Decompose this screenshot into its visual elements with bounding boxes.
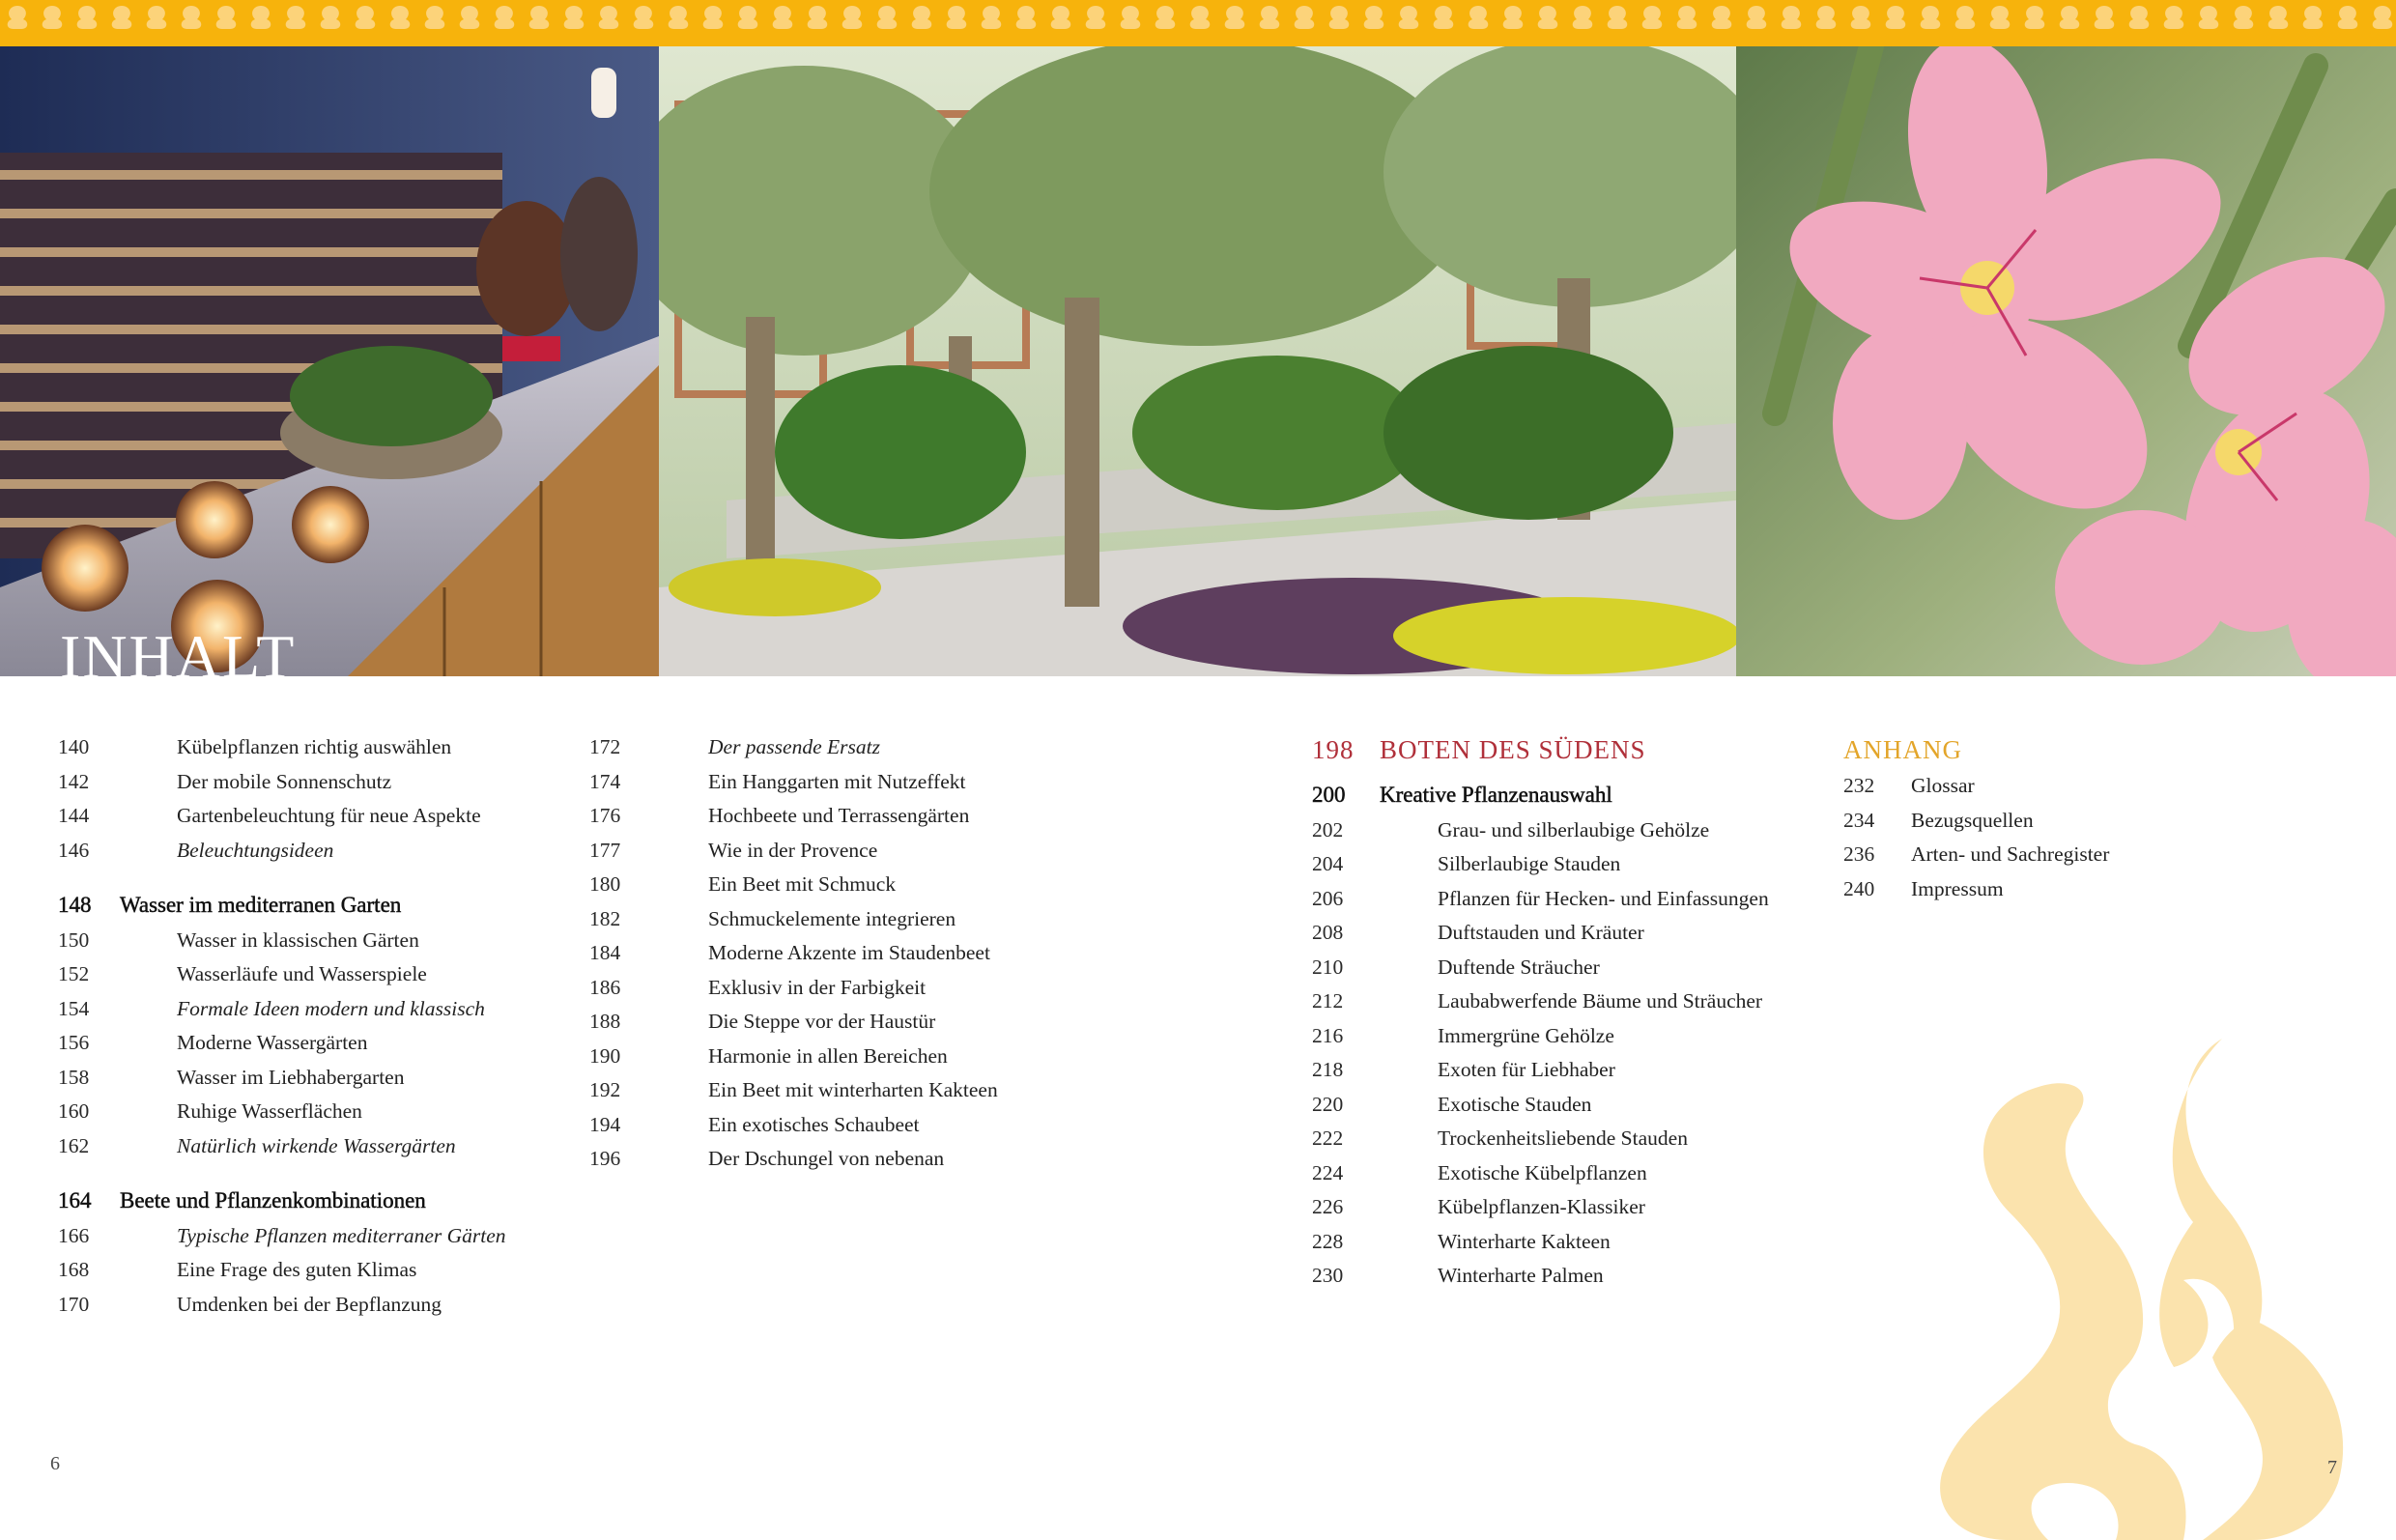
toc-entry-title: Umdenken bei der Bepflanzung [177, 1292, 442, 1316]
toc-page-number: 206 [1312, 886, 1344, 910]
toc-page-number: 224 [1312, 1160, 1344, 1184]
toc-page-number: 154 [58, 996, 90, 1020]
toc-page-number: 202 [1312, 817, 1344, 841]
toc-page-number: 166 [58, 1223, 90, 1247]
toc-entry-title: Der Dschungel von nebenan [708, 1147, 945, 1170]
toc-entry-title: Ein Beet mit Schmuck [708, 872, 897, 896]
chapter-page-number: 198 [1312, 735, 1355, 764]
toc-page-number: 212 [1312, 989, 1344, 1012]
toc-column-1 [58, 737, 560, 1326]
toc-page-number: 218 [1312, 1058, 1344, 1081]
toc-page-number: 176 [589, 804, 621, 827]
toc-page-number: 220 [1312, 1092, 1344, 1116]
toc-page-number: 226 [1312, 1195, 1344, 1218]
toc-entry-title: Ein Hanggarten mit Nutzeffekt [708, 769, 966, 793]
toc-page-number: 146 [58, 838, 90, 862]
toc-entry-title: Pflanzen für Hecken- und Einfassungen [1438, 886, 1769, 910]
chapter-title: ANHANG [1843, 735, 1962, 764]
toc-entry-title: Exoten für Liebhaber [1438, 1058, 1615, 1081]
toc-entry-title: Der passende Ersatz [708, 735, 880, 758]
toc-page-number: 208 [1312, 921, 1344, 944]
toc-page-number: 170 [58, 1292, 90, 1316]
toc-page-number: 192 [589, 1078, 621, 1101]
toc-page-number: 160 [58, 1099, 90, 1123]
toc-entry-title: Grau- und silberlaubige Gehölze [1438, 817, 1710, 841]
toc-entry-title: Arten- und Sachregister [1911, 842, 2110, 866]
toc-entry-title: Exotische Kübelpflanzen [1438, 1160, 1647, 1184]
toc-page-number: 232 [1843, 774, 1875, 797]
toc-entry-title: Kübelpflanzen-Klassiker [1438, 1195, 1645, 1218]
toc-entry-title: Hochbeete und Terrassengärten [708, 804, 970, 827]
toc-page-number: 222 [1312, 1126, 1344, 1150]
toc-entry-title: Formale Ideen modern und klassisch [177, 996, 485, 1020]
toc-entry-title: Laubabwerfende Bäume und Sträucher [1438, 989, 1763, 1012]
toc-entry-title: Kreative Pflanzenauswahl [1380, 783, 1612, 807]
toc-page-number: 180 [589, 872, 621, 896]
toc-entry-title: Ein Beet mit winterharten Kakteen [708, 1078, 998, 1101]
decorative-top-band [0, 0, 2396, 46]
toc-entry-title: Die Steppe vor der Haustür [708, 1010, 936, 1033]
toc-page-number: 172 [589, 735, 621, 758]
page-number-left: 6 [50, 1453, 60, 1474]
toc-entry-title: Beleuchtungsideen [177, 838, 334, 862]
toc-page-number: 230 [1312, 1264, 1344, 1287]
toc-column-3 [1312, 737, 1824, 1298]
toc-page-number: 228 [1312, 1229, 1344, 1253]
toc-entry-title: Trockenheitsliebende Stauden [1438, 1126, 1688, 1150]
toc-entry-title: Harmonie in allen Bereichen [708, 1043, 948, 1068]
toc-entry-title: Ein exotisches Schaubeet [708, 1112, 920, 1136]
toc-page-number: 200 [1312, 783, 1346, 807]
toc-entry-title: Winterharte Palmen [1438, 1264, 1604, 1287]
toc-page-number: 194 [589, 1112, 621, 1136]
toc-page-number: 156 [58, 1031, 90, 1054]
toc-entry-title: Beete und Pflanzenkombinationen [120, 1188, 426, 1212]
toc-column-4 [1843, 737, 2249, 911]
toc-page-number: 186 [589, 975, 621, 999]
toc-page-number: 184 [589, 941, 621, 964]
toc-entry-title: Bezugsquellen [1911, 808, 2034, 832]
toc-page-number: 236 [1843, 842, 1875, 866]
toc-page-number: 168 [58, 1258, 90, 1281]
toc-entry-title: Kübelpflanzen richtig auswählen [177, 735, 452, 758]
page-title: INHALT [60, 626, 297, 676]
toc-entry-title: Wie in der Provence [708, 838, 878, 862]
olive-tree-garden-photo [659, 46, 1736, 676]
toc-entry-title: Gartenbeleuchtung für neue Aspekte [177, 804, 481, 827]
toc-page-number: 148 [58, 893, 92, 917]
oleander-flower-photo [1736, 46, 2396, 676]
toc-page-number: 182 [589, 906, 621, 930]
toc-page-number: 216 [1312, 1023, 1344, 1047]
toc-page-number: 234 [1843, 808, 1875, 832]
toc-entry-title: Wasser in klassischen Gärten [177, 927, 419, 952]
toc-page-number: 188 [589, 1010, 621, 1033]
toc-page-number: 210 [1312, 955, 1344, 979]
page-number-right: 7 [2327, 1457, 2337, 1478]
toc-page-number: 177 [589, 838, 621, 862]
toc-entry-title: Moderne Wassergärten [177, 1031, 368, 1054]
toc-entry-title: Winterharte Kakteen [1438, 1229, 1611, 1253]
toc-entry-title: Silberlaubige Stauden [1438, 852, 1621, 875]
toc-page-number: 144 [58, 804, 90, 827]
toc-entry-title: Impressum [1911, 876, 2004, 900]
terrace-lanterns-photo [0, 46, 659, 676]
toc-entry-title: Natürlich wirkende Wassergärten [177, 1133, 456, 1157]
toc-page-number: 142 [58, 769, 90, 793]
toc-page-number: 152 [58, 962, 90, 985]
toc-column-2 [589, 737, 1092, 1182]
toc-page-number: 150 [58, 927, 90, 952]
toc-page-number: 196 [589, 1147, 621, 1170]
toc-entry-title: Duftstauden und Kräuter [1438, 921, 1644, 944]
toc-entry-title: Wasserläufe und Wasserspiele [177, 962, 427, 985]
toc-page-number: 158 [58, 1065, 90, 1089]
toc-page-number: 174 [589, 769, 621, 793]
toc-entry-title: Wasser im Liebhabergarten [177, 1065, 405, 1089]
toc-entry-title: Wasser im mediterranen Garten [120, 893, 402, 917]
toc-entry-title: Duftende Sträucher [1438, 955, 1600, 979]
toc-entry-title: Typische Pflanzen mediterraner Gärten [177, 1223, 506, 1247]
photo-strip [0, 46, 2396, 676]
toc-page-number: 164 [58, 1188, 92, 1212]
toc-entry-title: Glossar [1911, 774, 1975, 797]
toc-entry-title: Eine Frage des guten Klimas [177, 1258, 417, 1281]
toc-page-number: 162 [58, 1133, 90, 1157]
toc-entry-title: Der mobile Sonnenschutz [177, 769, 392, 793]
toc-page-number: 140 [58, 735, 90, 758]
toc-entry-title: Exotische Stauden [1438, 1092, 1592, 1116]
toc-entry-title: Moderne Akzente im Staudenbeet [708, 941, 990, 964]
toc-entry-title: Exklusiv in der Farbigkeit [708, 975, 927, 999]
toc-page-number: 240 [1843, 876, 1875, 900]
toc-page-number: 190 [589, 1043, 621, 1068]
toc-entry-title: Immergrüne Gehölze [1438, 1023, 1614, 1047]
toc-entry-title: Schmuckelemente integrieren [708, 906, 956, 930]
chapter-title: BOTEN DES SÜDENS [1380, 735, 1646, 764]
toc-page-number: 204 [1312, 852, 1344, 875]
decorative-ornament [1932, 1029, 2357, 1540]
toc-entry-title: Ruhige Wasserflächen [177, 1099, 362, 1123]
